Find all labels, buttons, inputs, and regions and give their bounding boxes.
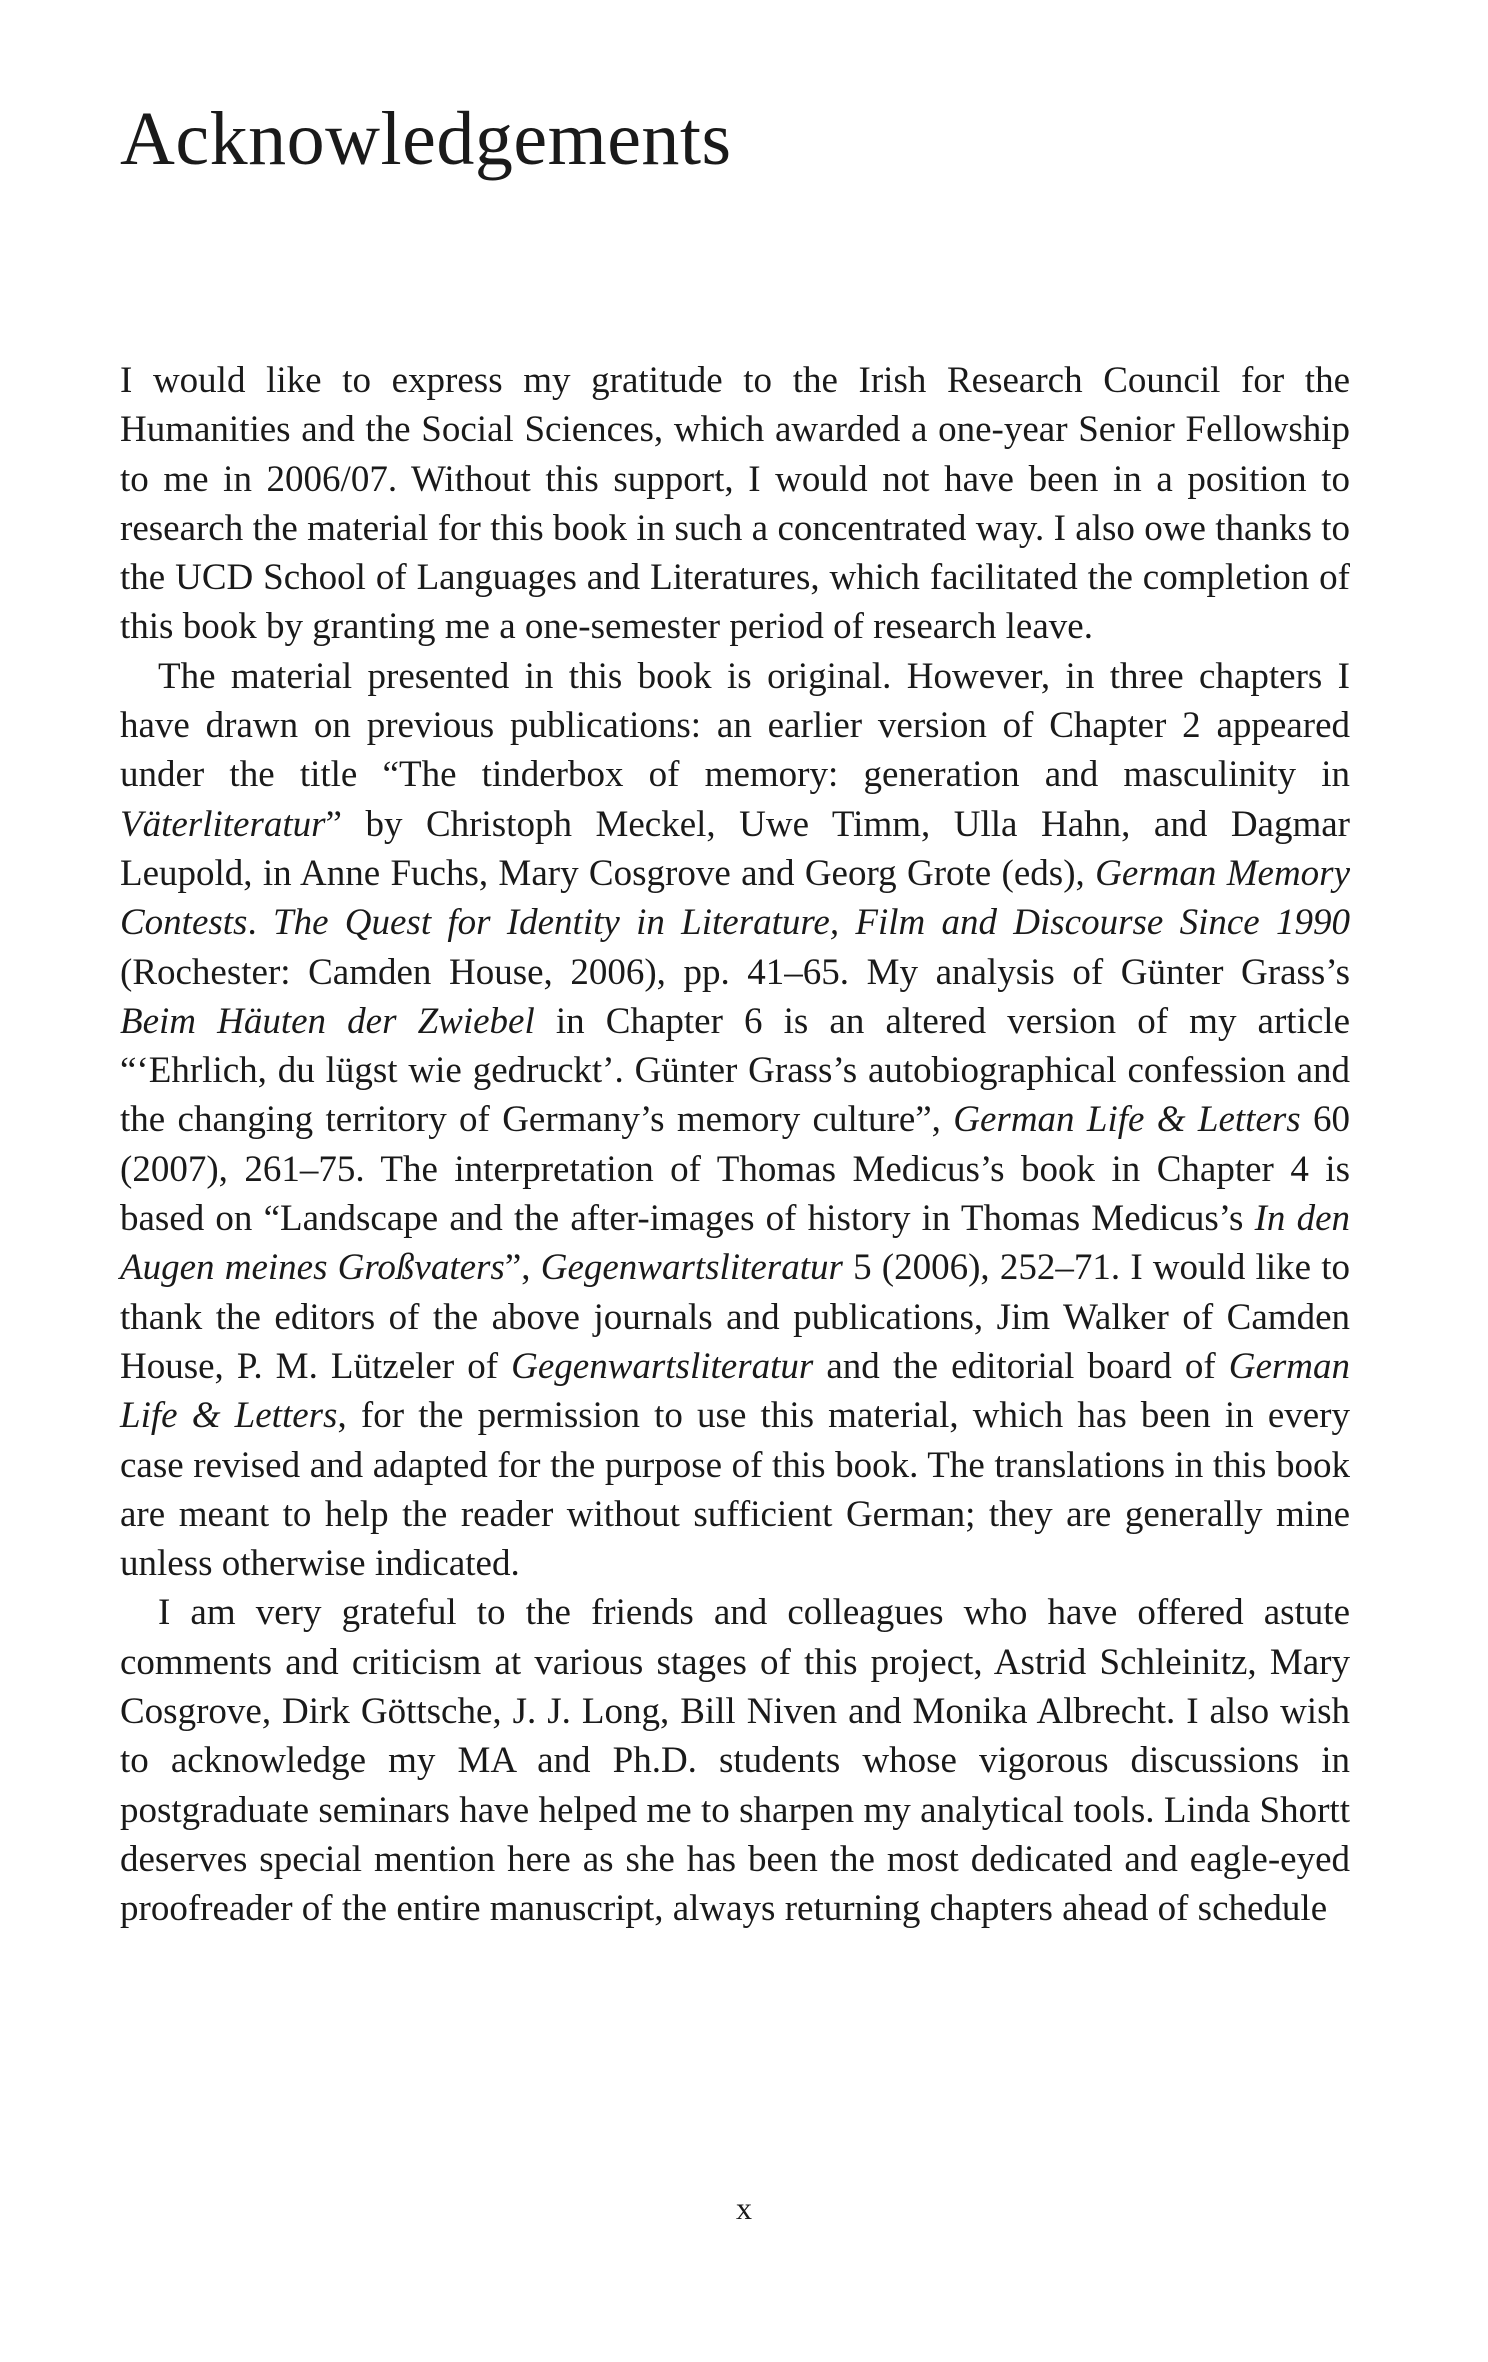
italic-title-text: German Life & Letters [120, 1345, 1350, 1437]
body-text-run: I am very grateful to the friends and colleagues who have offered astute comments and criticism at various stages of this project, Astrid Schleinitz, Mary Cosgrove, Dirk Göttsche, J. J. Long, Bill Niven and Monika Albrecht. I also wish to acknowledge my MA and Ph.D. students whose vigorous discussions in postgraduate seminars have helped me to sharpen my analytical tools. Linda Shortt deserves special mention here as she has been the most dedicated and eagle-eyed proofreader of the entire manuscript, always returning chapters ahead of schedule [120, 1592, 1350, 1930]
body-text [120, 356, 1350, 1934]
body-text-run: and the editorial board of [813, 1345, 1229, 1387]
paragraph-3 [120, 1588, 1350, 1933]
body-text-run: in Chapter 6 is an altered version of my article “‘Ehrlich, du lügst wie gedruckt’. Günter Grass’s autobiographical confession and the changing territory of Germany’s memory culture”, [120, 1000, 1350, 1141]
italic-title-text: German Memory Contests [120, 852, 1350, 944]
italic-title-text: Gegenwartsliteratur [511, 1345, 814, 1387]
paragraph-2 [120, 652, 1350, 1589]
page-title: Acknowledgements [120, 97, 732, 181]
italic-title-text: Gegenwartsliteratur [540, 1247, 843, 1289]
body-text-run: ”, [504, 1247, 541, 1289]
italic-title-text: The Quest for Identity in Literature, Film and Discourse Since 1990 [273, 902, 1350, 944]
body-text-run: The material presented in this book is original. However, in three chapters I have drawn on previous publications: an earlier version of Chapter 2 appeared under the title “The tinderbox of memory: generation and masculinity in [120, 655, 1350, 796]
body-text-run: 5 (2006), 252–71. I would like to thank the editors of the above journals and publications, Jim Walker of Camden House, P. M. Lützeler of [120, 1247, 1350, 1387]
italic-title-text: Väterliteratur [120, 803, 326, 845]
body-text-run: , for the permission to use this material, which has been in every case revised and adapted for the purpose of this book. The translations in this book are meant to help the reader without sufficient German; they are generally mine unless otherwise indicated. [120, 1395, 1351, 1585]
italic-title-text: In den Augen meines Großvaters [120, 1198, 1350, 1289]
body-text-run: ” by Christoph Meckel, Uwe Timm, Ulla Hahn, and Dagmar Leupold, in Anne Fuchs, Mary Cosgrove and Georg Grote (eds), [120, 803, 1350, 894]
body-text-run: (Rochester: Camden House, 2006), pp. 41–65. My analysis of Günter Grass’s [120, 951, 1350, 993]
body-text-run: 60 (2007), 261–75. The interpretation of Thomas Medicus’s book in Chapter 4 is based on “Landscape and the after-images of history in Thomas Medicus’s [120, 1099, 1351, 1240]
page-number: x [736, 2190, 752, 2226]
italic-title-text: German Life & Letters [953, 1099, 1301, 1141]
paragraph-1 [120, 356, 1350, 652]
body-text-run: I would like to express my gratitude to the Irish Research Council for the Humanities and the Social Sciences, which awarded a one-year Senior Fellowship to me in 2006/07. Without this support, I would not have been in a position to research the material for this book in such a concentrated way. I also owe thanks to the UCD School of Languages and Literatures, which facilitated the completion of this book by granting me a one-semester period of research leave. [120, 360, 1350, 648]
body-text-run: . [247, 902, 273, 944]
italic-title-text: Beim Häuten der Zwiebel [120, 1000, 535, 1042]
